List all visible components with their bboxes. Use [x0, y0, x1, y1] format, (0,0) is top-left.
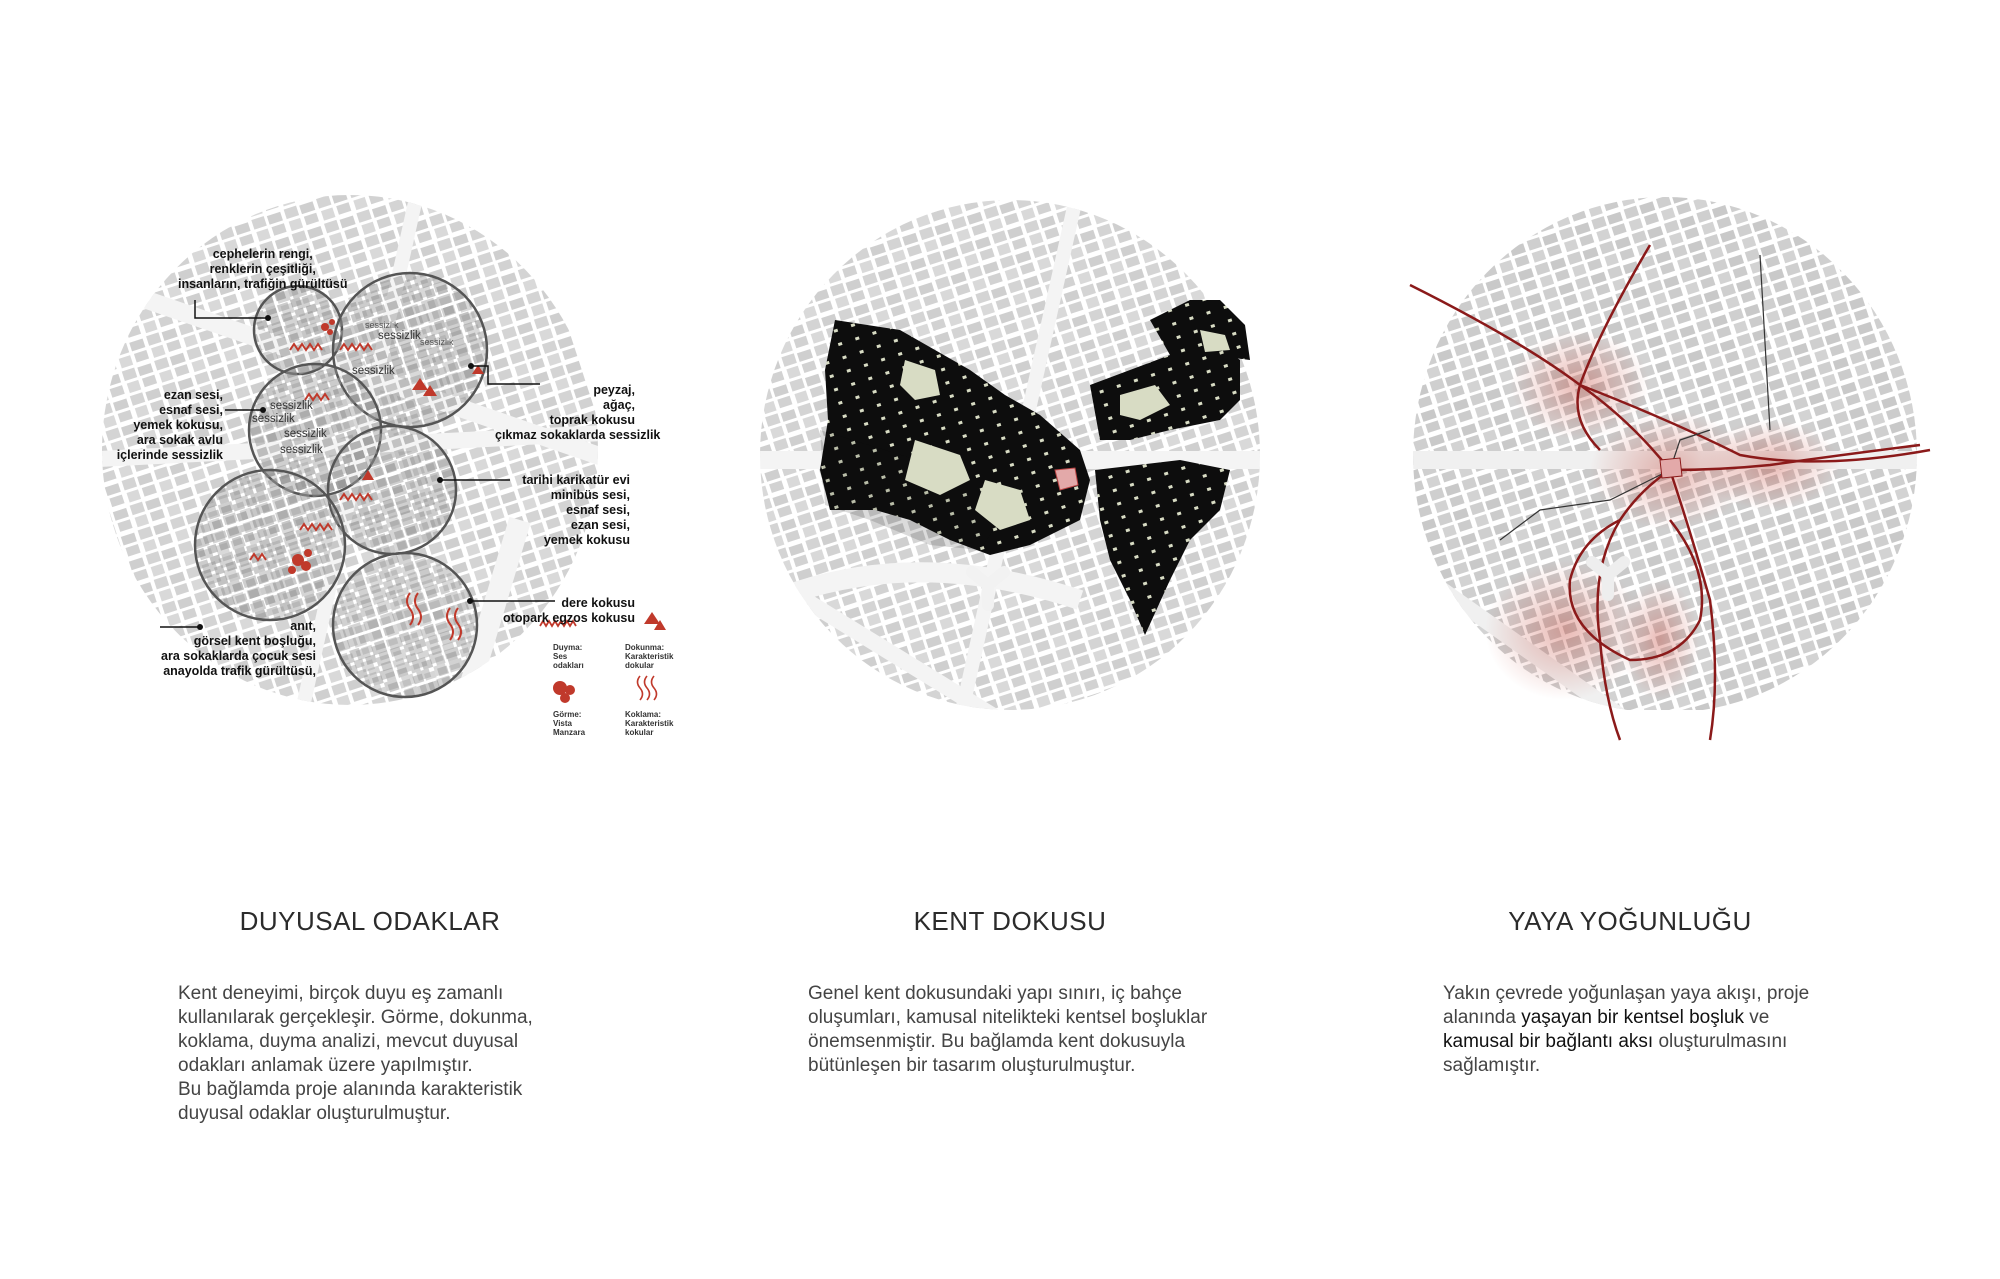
sessizlik-label-8: sessizlik	[280, 444, 323, 456]
legend-gorme: Görme: Vista Manzara	[553, 710, 586, 737]
legend-dokunma: Dokunma: Karakteristik dokular	[625, 643, 674, 670]
annotation-tarihi: tarihi karikatür evi minibüs sesi, esnaf sesi, ezan sesi, yemek kokusu	[522, 473, 630, 547]
panel-description: Genel kent dokusundaki yapı sınırı, iç bahçe oluşumları, kamusal nitelikteki kentsel boşluklar önemsenmiştir. Bu bağlamda kent dokusuyla bütünleşen bir tasarım oluşturulmuştur.	[808, 983, 1208, 1076]
annotation-peyzaj: peyzaj, ağaç, toprak kokusu çıkmaz sokaklarda sessizlik	[495, 383, 661, 442]
sessizlik-label-3: sessizlik	[420, 337, 454, 347]
sessizlik-label-4: sessizlik	[352, 365, 395, 377]
panel-title: DUYUSAL ODAKLAR	[239, 906, 501, 936]
sessizlik-label-2: sessizlik	[378, 330, 421, 342]
legend-koklama: Koklama: Karakteristik kokular	[625, 710, 674, 737]
panel-description: Kent deneyimi, birçok duyu eş zamanlı kullanılarak gerçekleşir. Görme, dokunma, koklama, duyma analizi, mevcut duyusal odakları anlamak üzere yapılmıştır. Bu bağlamda proje alanında karakteristik duyusal odaklar oluşturulmuştur.	[178, 983, 533, 1124]
panel-yaya-yogunlugu	[1340, 0, 2000, 1279]
annotation-dere: dere kokusu otopark egzos kokusu	[503, 596, 635, 625]
legend-duyma: Duyma: Ses odakları	[553, 643, 584, 670]
panel-description: Yakın çevrede yoğunlaşan yaya akışı, proje alanında yaşayan bir kentsel boşluk ve kamusal bir bağlantı aksı oluşturulmasını sağlamıştır.	[1443, 983, 1810, 1076]
sessizlik-label-7: sessizlik	[284, 428, 327, 440]
panel-title: YAYA YOĞUNLUĞU	[1508, 906, 1752, 936]
project-site	[1660, 458, 1682, 478]
pedestrian-density-map	[1340, 0, 2000, 760]
urban-fabric-map	[700, 0, 1340, 760]
panel-kent-dokusu	[700, 0, 1340, 1279]
annotation-anit: anıt, görsel kent boşluğu, ara sokaklarda çocuk sesi anayolda trafik gürültüsü,	[161, 619, 316, 678]
sessizlik-label-6: sessizlik	[252, 413, 295, 425]
annotation-cephe: cephelerin rengi, renklerin çeşitliği, insanların, trafiğin gürültüsü	[178, 247, 348, 291]
panel-duyusal-odaklar	[0, 0, 700, 1279]
sessizlik-label-1: sessizlik	[365, 320, 399, 330]
annotation-ezan: ezan sesi, esnaf sesi, yemek kokusu, ara sokak avlu içlerinde sessizlik	[116, 388, 223, 462]
panel-title: KENT DOKUSU	[913, 906, 1107, 936]
sessizlik-label-5: sessizlik	[270, 400, 313, 412]
